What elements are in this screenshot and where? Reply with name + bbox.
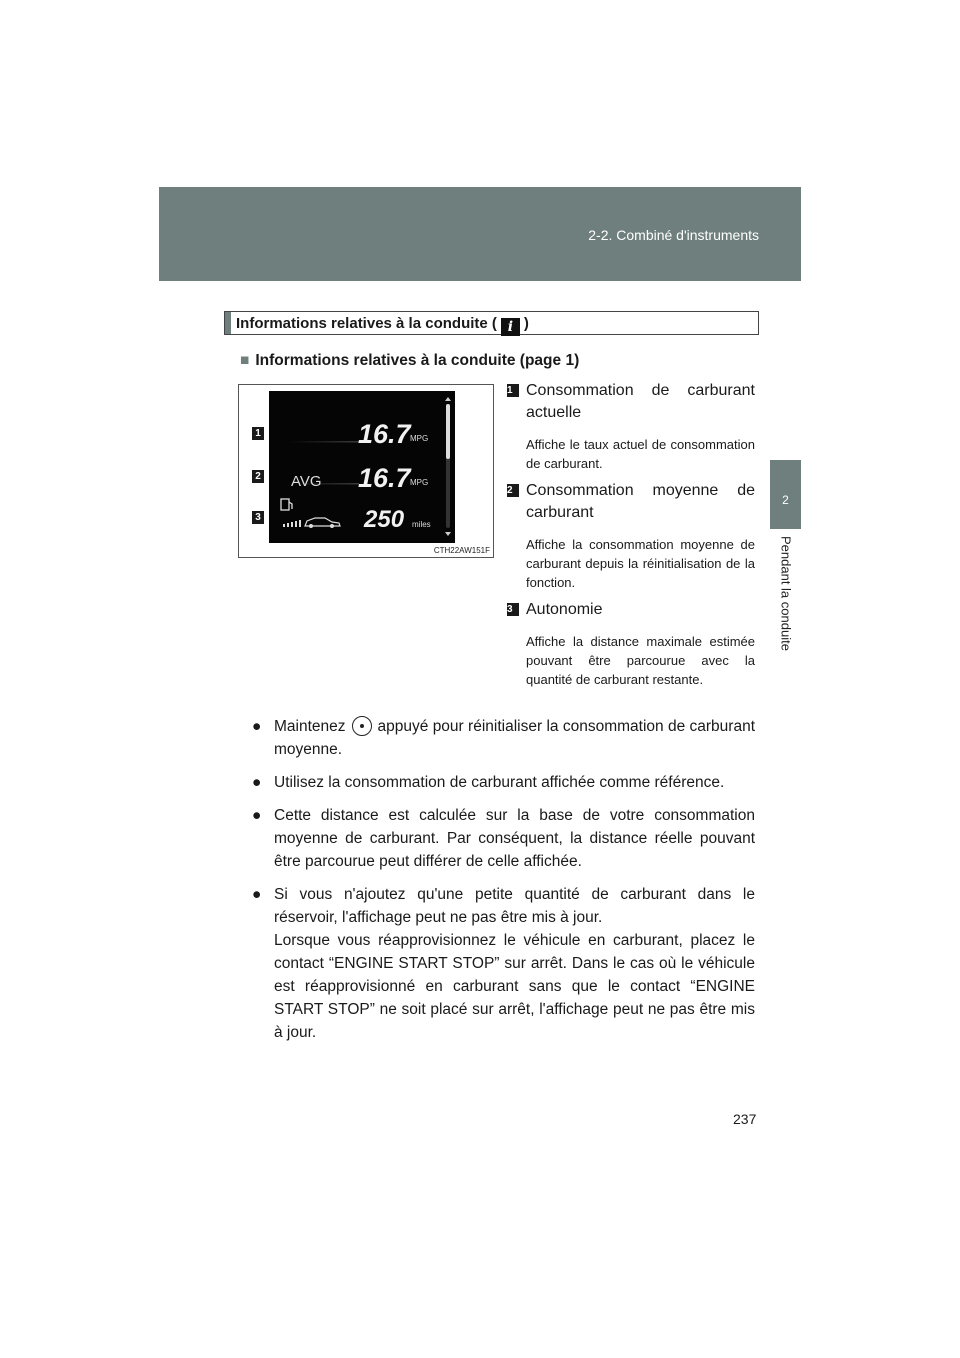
section-header <box>224 311 759 335</box>
fuel-pump-icon <box>281 499 292 510</box>
bullet-text: Si vous n'ajoutez qu'une petite quantité de carburant dans le réservoir, l'affichage peut ne pas être mis à jour. <box>274 886 755 926</box>
chapter-title: 2-2. Combiné d'instruments <box>588 227 759 243</box>
bullet-text: Maintenez <box>274 718 346 735</box>
bullet-dot-icon: ● <box>252 718 262 735</box>
section-title-text: Informations relatives à la conduite ( <box>236 315 497 332</box>
side-tab-label: Pendant la conduite <box>778 536 794 651</box>
side-tab-number: 2 <box>782 493 789 507</box>
chapter-header <box>159 187 801 281</box>
side-tab-label-wrap <box>771 536 801 686</box>
subheading <box>240 352 579 370</box>
avg-fuel-value: 16.7 <box>358 463 411 493</box>
scroll-down-icon <box>445 532 451 536</box>
figure-marker-3: 3 <box>252 511 264 524</box>
item-average-consumption <box>507 480 755 592</box>
figure-marker-2: 2 <box>252 470 264 483</box>
bullet-text: appuyé pour réinitialiser la consommation de carburant moyenne. <box>274 718 755 758</box>
range-unit: miles <box>412 520 431 529</box>
bullet-list <box>252 715 755 1054</box>
item-title <box>507 599 755 621</box>
section-title-close: ) <box>523 315 529 332</box>
bullet-dot-icon: ● <box>252 886 262 903</box>
section-bar <box>225 312 231 334</box>
side-tab <box>770 460 801 529</box>
item-marker-1: 1 <box>507 384 519 397</box>
square-bullet-icon: ■ <box>240 352 250 369</box>
figure-code: CTH22AW151F <box>433 546 490 555</box>
bullet-text: Utilisez la consommation de carburant affichée comme référence. <box>274 774 725 791</box>
item-desc: Affiche la consommation moyenne de carburant depuis la réinitialisation de la fonction. <box>526 537 755 590</box>
item-title-text: Autonomie <box>526 601 603 618</box>
divider-line-1 <box>289 441 359 443</box>
item-title-text: Consommation de carburant actuelle <box>526 382 755 421</box>
bullet-dot-icon: ● <box>252 774 262 791</box>
bullet-distance <box>252 804 755 873</box>
range-value: 250 <box>364 506 405 533</box>
bullet-reference <box>252 771 755 794</box>
item-desc: Affiche le taux actuel de consommation de carburant. <box>526 437 755 471</box>
display-screen <box>269 391 455 543</box>
scroll-up-icon <box>445 397 451 401</box>
instrument-figure <box>238 384 494 558</box>
bullet-continuation: Lorsque vous réapprovisionnez le véhicule en carburant, placez le contact “ENGINE START STOP” sur arrêt. Dans le cas où le véhicule est réapprovisionné en carburant sans que le contact “ENGINE START STOP” ne soit placé sur arrêt, l'affichage peut ne pas être mis à jour. <box>274 932 755 1041</box>
item-marker-2: 2 <box>507 484 519 497</box>
item-marker-3: 3 <box>507 603 519 616</box>
subheading-text: Informations relatives à la conduite (page 1) <box>255 352 580 369</box>
current-fuel-value: 16.7 <box>358 419 411 449</box>
bullet-reset <box>252 715 755 761</box>
figure-marker-1: 1 <box>252 427 264 440</box>
display-svg <box>269 391 455 543</box>
avg-label: AVG <box>291 473 322 490</box>
item-title <box>507 380 755 424</box>
scrollbar <box>445 397 451 536</box>
item-current-consumption <box>507 380 755 473</box>
item-title-text: Consommation moyenne de carburant <box>526 482 755 521</box>
bullet-dot-icon: ● <box>252 807 262 824</box>
item-range <box>507 599 755 689</box>
item-title <box>507 480 755 524</box>
avg-fuel-unit: MPG <box>410 478 429 487</box>
item-desc: Affiche la distance maximale estimée pouvant être parcourue avec la quantité de carburant restante. <box>526 634 755 687</box>
page-number: 237 <box>733 1111 757 1127</box>
bullet-refuel <box>252 883 755 1044</box>
signal-bars-icon <box>283 520 301 527</box>
current-fuel-unit: MPG <box>410 434 429 443</box>
section-title <box>236 315 529 336</box>
info-icon: i <box>501 318 520 336</box>
trip-button-icon <box>352 716 372 736</box>
bullet-text: Cette distance est calculée sur la base de votre consommation moyenne de carburant. Par conséquent, la distance réelle pouvant être parcourue peut différer de celle affichée. <box>274 807 755 870</box>
